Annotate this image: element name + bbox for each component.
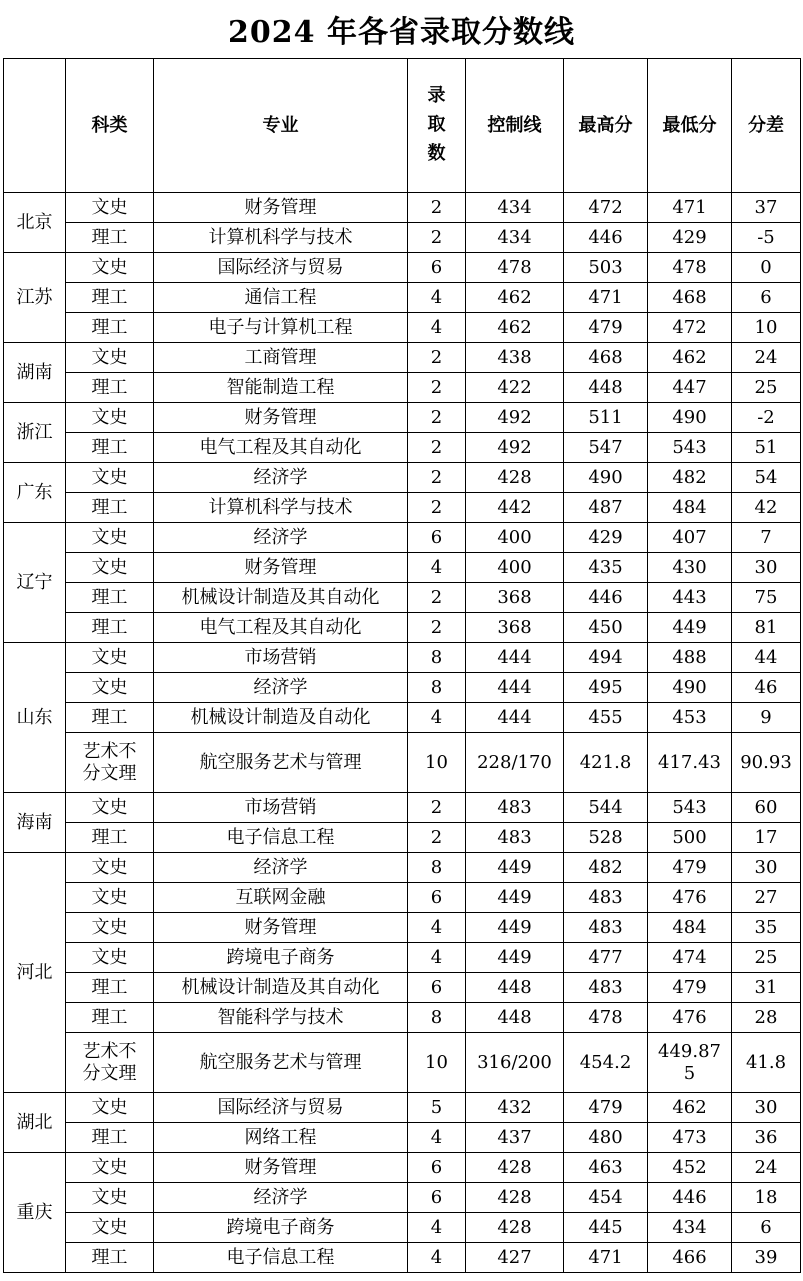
table-row bbox=[4, 1093, 801, 1123]
table-row bbox=[4, 1213, 801, 1243]
min-score-cell: 449 bbox=[648, 613, 732, 643]
score-diff-cell: 6 bbox=[732, 283, 801, 313]
table-row bbox=[4, 253, 801, 283]
max-score-cell: 450 bbox=[564, 613, 648, 643]
admitted-count-cell: 2 bbox=[408, 613, 466, 643]
score-diff-cell: 25 bbox=[732, 943, 801, 973]
table-row bbox=[4, 313, 801, 343]
admitted-count-cell: 4 bbox=[408, 313, 466, 343]
category-cell: 文史 bbox=[66, 463, 154, 493]
major-cell: 经济学 bbox=[154, 1183, 408, 1213]
category-cell: 文史 bbox=[66, 403, 154, 433]
min-score-cell: 484 bbox=[648, 913, 732, 943]
control-line-cell: 228/170 bbox=[466, 733, 564, 793]
table-row bbox=[4, 373, 801, 403]
category-cell: 理工 bbox=[66, 313, 154, 343]
control-line-cell: 462 bbox=[466, 313, 564, 343]
admitted-count-cell: 2 bbox=[408, 373, 466, 403]
admitted-count-cell: 6 bbox=[408, 523, 466, 553]
admitted-count-cell: 6 bbox=[408, 883, 466, 913]
admitted-count-cell: 2 bbox=[408, 793, 466, 823]
control-line-cell: 444 bbox=[466, 673, 564, 703]
table-row bbox=[4, 733, 801, 793]
province-cell: 辽宁 bbox=[4, 523, 66, 643]
table-row bbox=[4, 343, 801, 373]
table-row bbox=[4, 1123, 801, 1153]
major-cell: 航空服务艺术与管理 bbox=[154, 1033, 408, 1093]
score-diff-cell: 39 bbox=[732, 1243, 801, 1273]
table-row bbox=[4, 493, 801, 523]
control-line-cell: 422 bbox=[466, 373, 564, 403]
category-cell: 理工 bbox=[66, 373, 154, 403]
max-score-cell: 454.2 bbox=[564, 1033, 648, 1093]
admitted-count-cell: 4 bbox=[408, 703, 466, 733]
max-score-cell: 495 bbox=[564, 673, 648, 703]
admitted-count-cell: 8 bbox=[408, 853, 466, 883]
admitted-count-cell: 6 bbox=[408, 1183, 466, 1213]
category-cell: 理工 bbox=[66, 433, 154, 463]
admitted-count-cell: 5 bbox=[408, 1093, 466, 1123]
score-diff-cell: 46 bbox=[732, 673, 801, 703]
max-score-cell: 421.8 bbox=[564, 733, 648, 793]
category-cell: 文史 bbox=[66, 673, 154, 703]
table-row bbox=[4, 523, 801, 553]
score-diff-cell: 35 bbox=[732, 913, 801, 943]
table-header-row bbox=[4, 59, 801, 193]
score-diff-cell: 60 bbox=[732, 793, 801, 823]
category-cell: 理工 bbox=[66, 223, 154, 253]
province-cell: 湖北 bbox=[4, 1093, 66, 1153]
min-score-cell: 543 bbox=[648, 433, 732, 463]
control-line-cell: 444 bbox=[466, 703, 564, 733]
min-score-cell: 479 bbox=[648, 853, 732, 883]
score-diff-cell: 42 bbox=[732, 493, 801, 523]
control-line-cell: 427 bbox=[466, 1243, 564, 1273]
min-score-cell: 488 bbox=[648, 643, 732, 673]
control-line-cell: 442 bbox=[466, 493, 564, 523]
max-score-cell: 471 bbox=[564, 283, 648, 313]
table-row bbox=[4, 1183, 801, 1213]
control-line-cell: 483 bbox=[466, 823, 564, 853]
table-row bbox=[4, 433, 801, 463]
score-diff-cell: 44 bbox=[732, 643, 801, 673]
category-cell: 理工 bbox=[66, 583, 154, 613]
table-body bbox=[4, 193, 801, 1273]
max-score-cell: 544 bbox=[564, 793, 648, 823]
max-score-cell: 483 bbox=[564, 913, 648, 943]
province-cell: 广东 bbox=[4, 463, 66, 523]
header-control-line: 控制线 bbox=[466, 59, 564, 193]
table-row bbox=[4, 403, 801, 433]
max-score-cell: 429 bbox=[564, 523, 648, 553]
score-diff-cell: 9 bbox=[732, 703, 801, 733]
category-cell: 理工 bbox=[66, 973, 154, 1003]
score-diff-cell: 28 bbox=[732, 1003, 801, 1033]
table-row bbox=[4, 853, 801, 883]
score-diff-cell: 30 bbox=[732, 853, 801, 883]
major-cell: 市场营销 bbox=[154, 643, 408, 673]
max-score-cell: 454 bbox=[564, 1183, 648, 1213]
major-cell: 国际经济与贸易 bbox=[154, 1093, 408, 1123]
min-score-cell: 484 bbox=[648, 493, 732, 523]
min-score-cell: 462 bbox=[648, 1093, 732, 1123]
category-cell: 理工 bbox=[66, 283, 154, 313]
category-cell: 文史 bbox=[66, 913, 154, 943]
min-score-cell: 462 bbox=[648, 343, 732, 373]
score-diff-cell: 10 bbox=[732, 313, 801, 343]
admitted-count-cell: 4 bbox=[408, 1243, 466, 1273]
category-cell: 文史 bbox=[66, 883, 154, 913]
max-score-cell: 468 bbox=[564, 343, 648, 373]
province-cell: 重庆 bbox=[4, 1153, 66, 1273]
major-cell: 市场营销 bbox=[154, 793, 408, 823]
control-line-cell: 434 bbox=[466, 223, 564, 253]
table-row bbox=[4, 1153, 801, 1183]
min-score-cell: 473 bbox=[648, 1123, 732, 1153]
table-row bbox=[4, 973, 801, 1003]
control-line-cell: 438 bbox=[466, 343, 564, 373]
max-score-cell: 547 bbox=[564, 433, 648, 463]
province-cell: 山东 bbox=[4, 643, 66, 793]
score-diff-cell: -2 bbox=[732, 403, 801, 433]
control-line-cell: 492 bbox=[466, 403, 564, 433]
score-diff-cell: 36 bbox=[732, 1123, 801, 1153]
category-cell: 文史 bbox=[66, 1213, 154, 1243]
min-score-cell: 449.875 bbox=[648, 1033, 732, 1093]
score-diff-cell: 24 bbox=[732, 1153, 801, 1183]
major-cell: 财务管理 bbox=[154, 913, 408, 943]
category-cell: 文史 bbox=[66, 253, 154, 283]
major-cell: 网络工程 bbox=[154, 1123, 408, 1153]
admitted-count-cell: 2 bbox=[408, 823, 466, 853]
max-score-cell: 446 bbox=[564, 223, 648, 253]
score-diff-cell: 0 bbox=[732, 253, 801, 283]
category-cell: 艺术不分文理 bbox=[66, 733, 154, 793]
major-cell: 电子与计算机工程 bbox=[154, 313, 408, 343]
major-cell: 计算机科学与技术 bbox=[154, 223, 408, 253]
score-diff-cell: 24 bbox=[732, 343, 801, 373]
max-score-cell: 503 bbox=[564, 253, 648, 283]
control-line-cell: 448 bbox=[466, 973, 564, 1003]
score-diff-cell: 41.8 bbox=[732, 1033, 801, 1093]
control-line-cell: 449 bbox=[466, 853, 564, 883]
category-cell: 文史 bbox=[66, 853, 154, 883]
admitted-count-cell: 8 bbox=[408, 1003, 466, 1033]
major-cell: 经济学 bbox=[154, 523, 408, 553]
header-max-score: 最高分 bbox=[564, 59, 648, 193]
category-cell: 理工 bbox=[66, 1003, 154, 1033]
min-score-cell: 471 bbox=[648, 193, 732, 223]
control-line-cell: 428 bbox=[466, 1153, 564, 1183]
category-cell: 文史 bbox=[66, 643, 154, 673]
min-score-cell: 446 bbox=[648, 1183, 732, 1213]
min-score-cell: 430 bbox=[648, 553, 732, 583]
table-row bbox=[4, 703, 801, 733]
category-cell: 文史 bbox=[66, 793, 154, 823]
max-score-cell: 494 bbox=[564, 643, 648, 673]
control-line-cell: 444 bbox=[466, 643, 564, 673]
major-cell: 电气工程及其自动化 bbox=[154, 433, 408, 463]
control-line-cell: 428 bbox=[466, 463, 564, 493]
category-cell: 艺术不分文理 bbox=[66, 1033, 154, 1093]
admitted-count-cell: 4 bbox=[408, 553, 466, 583]
table-row bbox=[4, 943, 801, 973]
score-diff-cell: 54 bbox=[732, 463, 801, 493]
header-min-score: 最低分 bbox=[648, 59, 732, 193]
header-admitted: 录取数 bbox=[408, 59, 466, 193]
category-cell: 理工 bbox=[66, 703, 154, 733]
table-row bbox=[4, 913, 801, 943]
province-cell: 浙江 bbox=[4, 403, 66, 463]
table-row bbox=[4, 223, 801, 253]
score-diff-cell: 75 bbox=[732, 583, 801, 613]
max-score-cell: 463 bbox=[564, 1153, 648, 1183]
max-score-cell: 479 bbox=[564, 313, 648, 343]
table-row bbox=[4, 883, 801, 913]
table-row bbox=[4, 1243, 801, 1273]
header-province bbox=[4, 59, 66, 193]
min-score-cell: 452 bbox=[648, 1153, 732, 1183]
table-row bbox=[4, 193, 801, 223]
min-score-cell: 476 bbox=[648, 1003, 732, 1033]
major-cell: 跨境电子商务 bbox=[154, 1213, 408, 1243]
category-cell: 理工 bbox=[66, 1123, 154, 1153]
table-row bbox=[4, 283, 801, 313]
province-cell: 河北 bbox=[4, 853, 66, 1093]
max-score-cell: 445 bbox=[564, 1213, 648, 1243]
max-score-cell: 448 bbox=[564, 373, 648, 403]
max-score-cell: 446 bbox=[564, 583, 648, 613]
category-cell: 文史 bbox=[66, 1093, 154, 1123]
province-cell: 海南 bbox=[4, 793, 66, 853]
max-score-cell: 483 bbox=[564, 883, 648, 913]
major-cell: 经济学 bbox=[154, 853, 408, 883]
max-score-cell: 490 bbox=[564, 463, 648, 493]
control-line-cell: 449 bbox=[466, 883, 564, 913]
header-category: 科类 bbox=[66, 59, 154, 193]
major-cell: 计算机科学与技术 bbox=[154, 493, 408, 523]
table-row bbox=[4, 463, 801, 493]
score-diff-cell: 27 bbox=[732, 883, 801, 913]
admitted-count-cell: 2 bbox=[408, 343, 466, 373]
control-line-cell: 428 bbox=[466, 1183, 564, 1213]
max-score-cell: 471 bbox=[564, 1243, 648, 1273]
category-cell: 理工 bbox=[66, 823, 154, 853]
min-score-cell: 472 bbox=[648, 313, 732, 343]
admitted-count-cell: 6 bbox=[408, 973, 466, 1003]
header-score-diff: 分差 bbox=[732, 59, 801, 193]
table-row bbox=[4, 583, 801, 613]
score-diff-cell: 37 bbox=[732, 193, 801, 223]
admitted-count-cell: 2 bbox=[408, 583, 466, 613]
admitted-count-cell: 2 bbox=[408, 433, 466, 463]
min-score-cell: 476 bbox=[648, 883, 732, 913]
major-cell: 跨境电子商务 bbox=[154, 943, 408, 973]
admitted-count-cell: 2 bbox=[408, 193, 466, 223]
province-cell: 江苏 bbox=[4, 253, 66, 343]
control-line-cell: 437 bbox=[466, 1123, 564, 1153]
min-score-cell: 453 bbox=[648, 703, 732, 733]
score-diff-cell: 30 bbox=[732, 1093, 801, 1123]
major-cell: 财务管理 bbox=[154, 403, 408, 433]
table-row bbox=[4, 823, 801, 853]
major-cell: 财务管理 bbox=[154, 553, 408, 583]
major-cell: 机械设计制造及其自动化 bbox=[154, 583, 408, 613]
score-diff-cell: 31 bbox=[732, 973, 801, 1003]
min-score-cell: 466 bbox=[648, 1243, 732, 1273]
category-cell: 文史 bbox=[66, 193, 154, 223]
max-score-cell: 483 bbox=[564, 973, 648, 1003]
min-score-cell: 490 bbox=[648, 403, 732, 433]
max-score-cell: 480 bbox=[564, 1123, 648, 1153]
min-score-cell: 474 bbox=[648, 943, 732, 973]
control-line-cell: 428 bbox=[466, 1213, 564, 1243]
score-diff-cell: 18 bbox=[732, 1183, 801, 1213]
table-row bbox=[4, 1003, 801, 1033]
admitted-count-cell: 2 bbox=[408, 403, 466, 433]
min-score-cell: 468 bbox=[648, 283, 732, 313]
page-title: 2024 年各省录取分数线 bbox=[228, 15, 575, 50]
major-cell: 航空服务艺术与管理 bbox=[154, 733, 408, 793]
score-diff-cell: 25 bbox=[732, 373, 801, 403]
category-cell: 文史 bbox=[66, 553, 154, 583]
control-line-cell: 368 bbox=[466, 583, 564, 613]
max-score-cell: 511 bbox=[564, 403, 648, 433]
major-cell: 智能制造工程 bbox=[154, 373, 408, 403]
category-cell: 文史 bbox=[66, 343, 154, 373]
max-score-cell: 478 bbox=[564, 1003, 648, 1033]
min-score-cell: 434 bbox=[648, 1213, 732, 1243]
control-line-cell: 462 bbox=[466, 283, 564, 313]
major-cell: 经济学 bbox=[154, 673, 408, 703]
min-score-cell: 482 bbox=[648, 463, 732, 493]
control-line-cell: 448 bbox=[466, 1003, 564, 1033]
min-score-cell: 478 bbox=[648, 253, 732, 283]
major-cell: 财务管理 bbox=[154, 1153, 408, 1183]
control-line-cell: 492 bbox=[466, 433, 564, 463]
admitted-count-cell: 4 bbox=[408, 943, 466, 973]
category-cell: 文史 bbox=[66, 523, 154, 553]
max-score-cell: 479 bbox=[564, 1093, 648, 1123]
category-cell: 文史 bbox=[66, 1183, 154, 1213]
admitted-count-cell: 4 bbox=[408, 283, 466, 313]
score-diff-cell: 30 bbox=[732, 553, 801, 583]
admitted-count-cell: 8 bbox=[408, 673, 466, 703]
major-cell: 国际经济与贸易 bbox=[154, 253, 408, 283]
max-score-cell: 528 bbox=[564, 823, 648, 853]
major-cell: 电子信息工程 bbox=[154, 823, 408, 853]
province-cell: 北京 bbox=[4, 193, 66, 253]
category-cell: 理工 bbox=[66, 493, 154, 523]
min-score-cell: 479 bbox=[648, 973, 732, 1003]
table-row bbox=[4, 643, 801, 673]
province-cell: 湖南 bbox=[4, 343, 66, 403]
table-row bbox=[4, 553, 801, 583]
max-score-cell: 487 bbox=[564, 493, 648, 523]
admitted-count-cell: 4 bbox=[408, 1123, 466, 1153]
score-diff-cell: -5 bbox=[732, 223, 801, 253]
min-score-cell: 490 bbox=[648, 673, 732, 703]
major-cell: 智能科学与技术 bbox=[154, 1003, 408, 1033]
max-score-cell: 435 bbox=[564, 553, 648, 583]
score-diff-cell: 51 bbox=[732, 433, 801, 463]
category-cell: 文史 bbox=[66, 943, 154, 973]
major-cell: 财务管理 bbox=[154, 193, 408, 223]
major-cell: 互联网金融 bbox=[154, 883, 408, 913]
min-score-cell: 443 bbox=[648, 583, 732, 613]
admitted-count-cell: 2 bbox=[408, 493, 466, 523]
table-row bbox=[4, 1033, 801, 1093]
table-row bbox=[4, 673, 801, 703]
admitted-count-cell: 10 bbox=[408, 733, 466, 793]
category-cell: 理工 bbox=[66, 613, 154, 643]
admitted-count-cell: 4 bbox=[408, 1213, 466, 1243]
control-line-cell: 316/200 bbox=[466, 1033, 564, 1093]
control-line-cell: 400 bbox=[466, 523, 564, 553]
max-score-cell: 477 bbox=[564, 943, 648, 973]
major-cell: 工商管理 bbox=[154, 343, 408, 373]
max-score-cell: 482 bbox=[564, 853, 648, 883]
admitted-count-cell: 4 bbox=[408, 913, 466, 943]
table-row bbox=[4, 613, 801, 643]
score-diff-cell: 7 bbox=[732, 523, 801, 553]
category-cell: 理工 bbox=[66, 1243, 154, 1273]
score-diff-cell: 6 bbox=[732, 1213, 801, 1243]
min-score-cell: 543 bbox=[648, 793, 732, 823]
min-score-cell: 500 bbox=[648, 823, 732, 853]
category-cell: 文史 bbox=[66, 1153, 154, 1183]
major-cell: 经济学 bbox=[154, 463, 408, 493]
admitted-count-cell: 2 bbox=[408, 463, 466, 493]
max-score-cell: 472 bbox=[564, 193, 648, 223]
min-score-cell: 407 bbox=[648, 523, 732, 553]
admitted-count-cell: 2 bbox=[408, 223, 466, 253]
major-cell: 通信工程 bbox=[154, 283, 408, 313]
admitted-count-cell: 10 bbox=[408, 1033, 466, 1093]
control-line-cell: 478 bbox=[466, 253, 564, 283]
major-cell: 电气工程及其自动化 bbox=[154, 613, 408, 643]
admitted-count-cell: 6 bbox=[408, 253, 466, 283]
admitted-count-cell: 6 bbox=[408, 1153, 466, 1183]
min-score-cell: 429 bbox=[648, 223, 732, 253]
control-line-cell: 449 bbox=[466, 913, 564, 943]
admission-score-table bbox=[3, 58, 801, 1273]
control-line-cell: 368 bbox=[466, 613, 564, 643]
major-cell: 机械设计制造及自动化 bbox=[154, 703, 408, 733]
score-diff-cell: 90.93 bbox=[732, 733, 801, 793]
control-line-cell: 400 bbox=[466, 553, 564, 583]
admitted-count-cell: 8 bbox=[408, 643, 466, 673]
score-diff-cell: 81 bbox=[732, 613, 801, 643]
header-major: 专业 bbox=[154, 59, 408, 193]
max-score-cell: 455 bbox=[564, 703, 648, 733]
min-score-cell: 417.43 bbox=[648, 733, 732, 793]
control-line-cell: 483 bbox=[466, 793, 564, 823]
control-line-cell: 434 bbox=[466, 193, 564, 223]
control-line-cell: 432 bbox=[466, 1093, 564, 1123]
table-row bbox=[4, 793, 801, 823]
min-score-cell: 447 bbox=[648, 373, 732, 403]
control-line-cell: 449 bbox=[466, 943, 564, 973]
major-cell: 电子信息工程 bbox=[154, 1243, 408, 1273]
score-diff-cell: 17 bbox=[732, 823, 801, 853]
major-cell: 机械设计制造及其自动化 bbox=[154, 973, 408, 1003]
